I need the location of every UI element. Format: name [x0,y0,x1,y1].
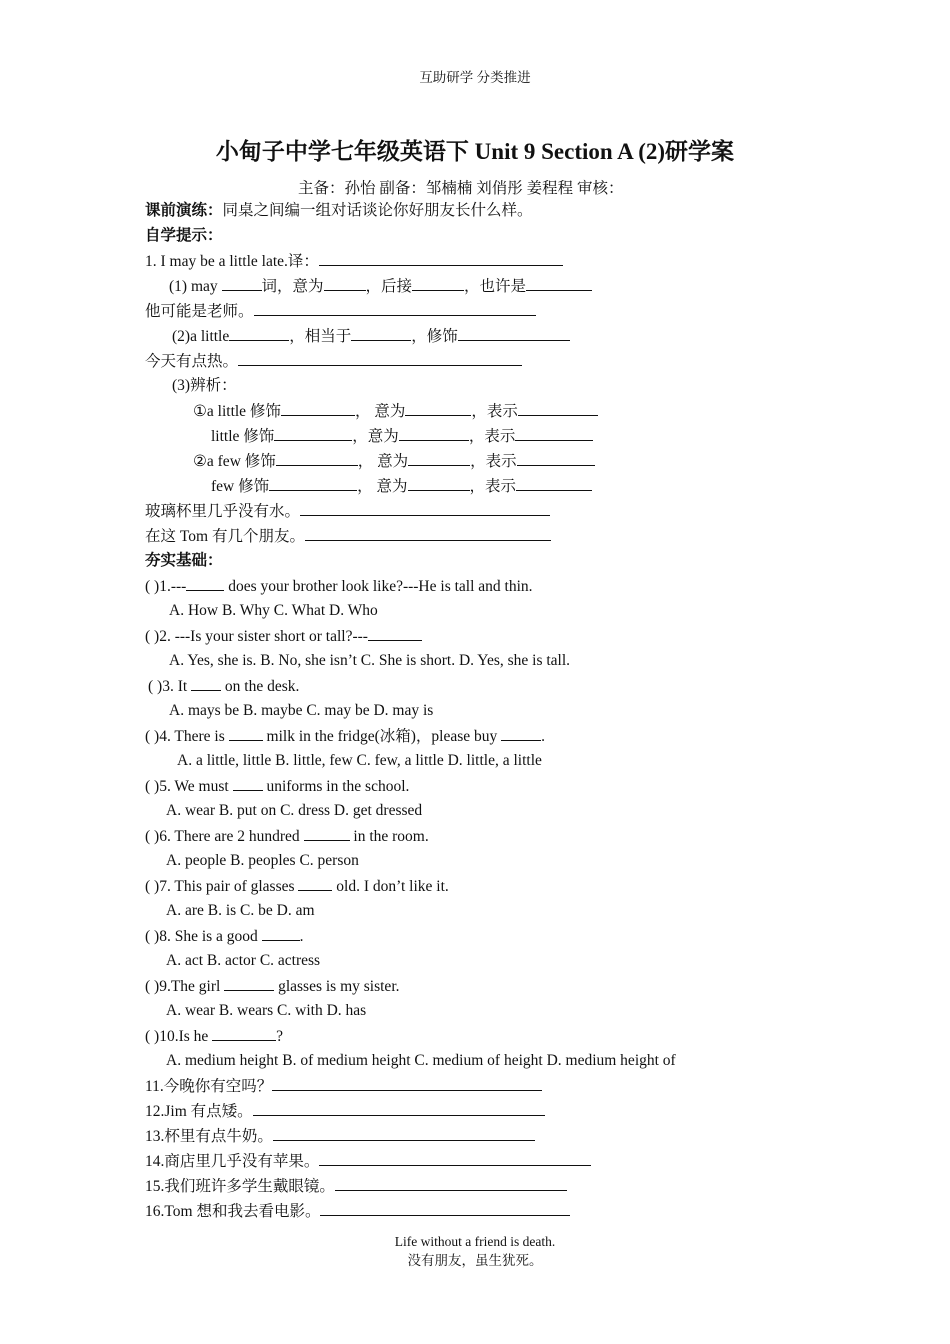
answer-blank[interactable] [368,624,422,641]
diff-line-4 [211,474,592,498]
answer-blank[interactable] [186,574,224,591]
answer-blank[interactable] [276,449,358,466]
answer-blank[interactable] [526,274,592,291]
answer-blank[interactable] [273,1124,535,1141]
item-text: ? [276,1028,284,1045]
item-text: few 修饰 [211,478,270,495]
item-text: . [299,928,304,945]
answer-blank[interactable] [501,724,541,741]
item-text: 11.今晚你有空吗？ [145,1078,273,1095]
question-4 [145,724,545,748]
item-text: ①a little 修饰 [193,403,281,420]
answer-blank[interactable] [517,449,595,466]
answer-blank[interactable] [320,1199,570,1216]
answer-blank[interactable] [319,249,563,266]
item-text: ( )2. ---Is your sister short or tall?--- [145,628,368,645]
question-3-options: A. mays be B. maybe C. may be D. may is [169,702,434,719]
question-2-options: A. Yes, she is. B. No, she isn’t C. She is short. D. Yes, she is tall. [169,652,571,669]
footer-quote-chinese: 没有朋友，虽生犹死。 [407,1253,543,1268]
diff-line-3 [193,449,595,473]
item-text: ，表示 [471,403,518,420]
question-2 [145,624,422,648]
item-text: ②a few 修饰 [193,453,276,470]
item-text: ( )9.The girl [145,978,225,995]
answer-blank[interactable] [224,974,274,991]
question-4-options: A. a little, little B. little, few C. few, a little D. little, a little [177,752,542,769]
may-example [145,299,536,323]
diff-label: (3)辨析： [172,377,237,394]
answer-blank[interactable] [304,824,350,841]
diff-line-2 [211,424,593,448]
alittle-line [172,324,570,348]
answer-blank[interactable] [274,424,352,441]
tips-example-1 [145,499,550,523]
item-text: 14.商店里几乎没有苹果。 [145,1153,320,1170]
item-text: (2)a little [172,328,230,345]
answer-blank[interactable] [238,349,522,366]
item-text: ，表示 [468,428,516,445]
answer-blank[interactable] [272,1074,542,1091]
item-text: (1) may [169,278,222,295]
item-text: ， 意为 [354,403,406,420]
item-text: ( )4. There is [145,728,229,745]
item-text: ， 意为 [357,478,408,495]
answer-blank[interactable] [515,424,593,441]
page-title: 小甸子中学七年级英语下 Unit 9 Section A (2)研学案 [215,139,735,164]
answer-blank[interactable] [516,474,592,491]
item-text: in the room. [349,828,429,845]
answer-blank[interactable] [300,499,550,516]
authors-line: 主备：孙怡 副备：邹楠楠 刘俏彤 姜程程 审核： [298,180,624,197]
question-5 [145,774,409,798]
answer-blank[interactable] [222,274,262,291]
question-9 [145,974,400,998]
item-text: ， 意为 [357,453,409,470]
answer-blank[interactable] [254,299,536,316]
warmup-line [145,199,533,223]
answer-blank[interactable] [408,449,470,466]
item-text: 在这 Tom 有几个朋友。 [145,528,305,545]
item-text: 13.杯里有点牛奶。 [145,1128,273,1145]
answer-blank[interactable] [281,399,355,416]
question-10-options: A. medium height B. of medium height C. medium of height D. medium height of [166,1052,676,1069]
question-7-options: A. are B. is C. be D. am [166,902,315,919]
item-text: 16.Tom 想和我去看电影。 [145,1203,321,1220]
question-6-options: A. people B. peoples C. person [166,852,359,869]
answer-blank[interactable] [408,474,470,491]
item-text: 今天有点热。 [145,353,239,370]
tips-label: 自学提示： [145,227,223,244]
answer-blank[interactable] [351,324,411,341]
item-text: glasses is my sister. [274,978,400,995]
warmup-text: 同桌之间编一组对话谈论你好朋友长什么样。 [222,202,533,219]
question-6 [145,824,429,848]
item-text: little 修饰 [211,428,275,445]
question-8-options: A. act B. actor C. actress [166,952,321,969]
answer-blank[interactable] [262,924,300,941]
item-text: ( )8. She is a good [145,928,262,945]
may-line [169,274,592,298]
answer-blank[interactable] [324,274,366,291]
translation-16 [145,1199,570,1223]
item-text: ，相当于 [289,328,352,345]
answer-blank[interactable] [253,1099,545,1116]
item-text: ，也许是 [464,278,527,295]
question-3 [148,674,299,698]
tips-item-1 [145,249,563,273]
item-text: old. I don’t like it. [332,878,449,895]
diff-line-1 [193,399,598,423]
answer-blank[interactable] [319,1149,591,1166]
item-text: 词，意为 [261,278,324,295]
item-text: ，后接 [365,278,413,295]
item-text: 15.我们班许多学生戴眼镜。 [145,1178,335,1195]
warmup-label: 课前演练： [145,202,223,219]
tips-example-2 [145,524,551,548]
item-text: ，表示 [470,453,517,470]
item-text: ，表示 [469,478,517,495]
item-text: does your brother look like?---He is tall and thin. [224,578,533,595]
item-text: ( )6. There are 2 hundred [145,828,304,845]
item-text: 玻璃杯里几乎没有水。 [145,503,301,520]
answer-blank[interactable] [212,1024,276,1041]
item-text: ( )7. This pair of glasses [145,878,299,895]
page-header: 互助研学 分类推进 [419,70,531,85]
alittle-example [145,349,522,373]
item-text: ( )5. We must [145,778,233,795]
answer-blank[interactable] [458,324,570,341]
answer-blank[interactable] [229,724,263,741]
question-10 [145,1024,283,1048]
item-text: ( )10.Is he [145,1028,213,1045]
item-text: 1. I may be a little late.译： [145,253,319,270]
item-text: ( )3. It [148,678,192,695]
translation-13 [145,1124,535,1148]
answer-blank[interactable] [191,674,221,691]
answer-blank[interactable] [269,474,357,491]
item-text: milk in the fridge(冰箱)，please buy [262,728,502,745]
translation-14 [145,1149,591,1173]
item-text: ，修饰 [411,328,458,345]
answer-blank[interactable] [335,1174,567,1191]
item-text: ( )1.--- [145,578,187,595]
translation-11 [145,1074,542,1098]
item-text: . [541,728,546,745]
basics-label: 夯实基础： [145,552,223,569]
item-text: on the desk. [221,678,300,695]
answer-blank[interactable] [305,524,551,541]
question-9-options: A. wear B. wears C. with D. has [166,1002,367,1019]
question-1 [145,574,533,598]
answer-blank[interactable] [298,874,332,891]
item-text: 12.Jim 有点矮。 [145,1103,253,1120]
answer-blank[interactable] [405,399,471,416]
question-1-options: A. How B. Why C. What D. Who [169,602,378,619]
answer-blank[interactable] [399,424,469,441]
question-5-options: A. wear B. put on C. dress D. get dressed [166,802,423,819]
answer-blank[interactable] [233,774,263,791]
answer-blank[interactable] [412,274,464,291]
item-text: ，意为 [352,428,399,445]
answer-blank[interactable] [518,399,598,416]
answer-blank[interactable] [229,324,289,341]
item-text: uniforms in the school. [262,778,410,795]
translation-12 [145,1099,545,1123]
question-8 [145,924,304,948]
item-text: 他可能是老师。 [145,303,254,320]
question-7 [145,874,449,898]
footer-quote-english: Life without a friend is death. [394,1234,556,1249]
translation-15 [145,1174,567,1198]
